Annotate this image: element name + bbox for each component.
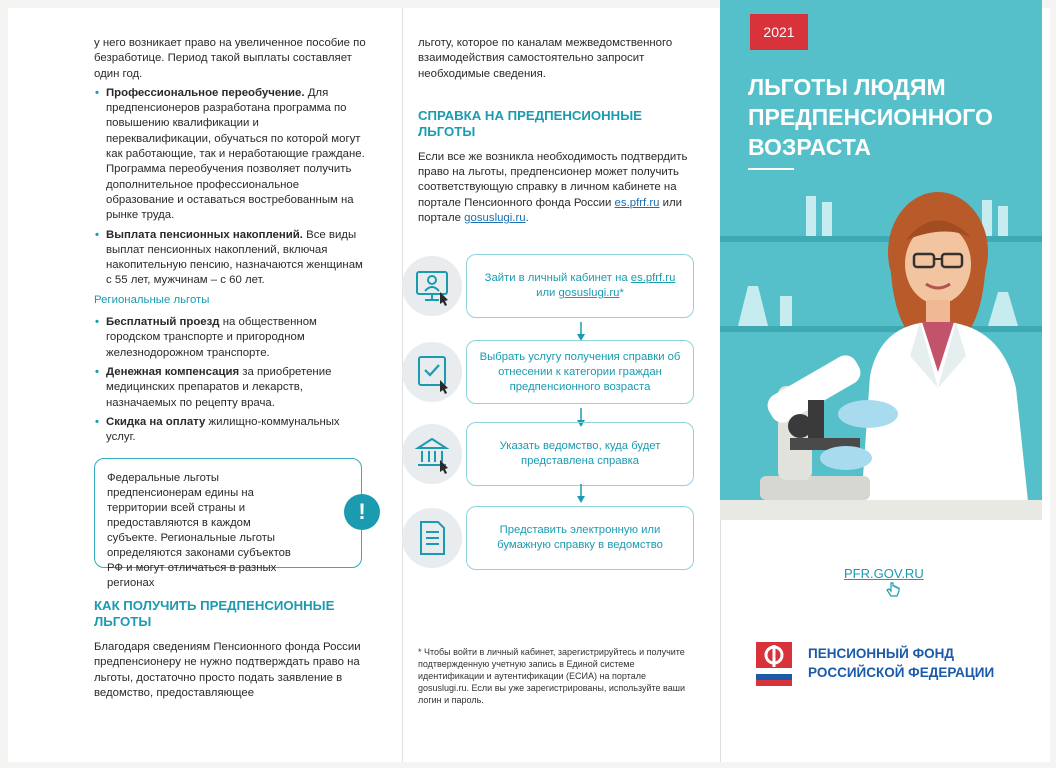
regional-benefits-heading: Региональные льготы	[94, 293, 210, 306]
pfr-logo	[752, 638, 796, 688]
how-to-get-heading: КАК ПОЛУЧИТЬ ПРЕДПЕНСИОННЫЕ ЛЬГОТЫ	[94, 598, 335, 629]
arrow-down-icon	[576, 484, 586, 504]
gosuslugi-link[interactable]: gosuslugi.ru	[464, 212, 526, 225]
bullet-pension-savings: • Выплата пенсионных накоплений. Все виды выплат пенсионных накоплений, включая накопительную пенсию, назначаются женщинам с 55 лет, мужчинам – с 60 лет.	[94, 228, 366, 289]
column-certificate	[418, 36, 694, 226]
document-icon	[402, 508, 462, 568]
how-to-get-section	[94, 598, 366, 701]
continuation-paragraph: льготу, которое по каналам межведомственного взаимодействия самостоятельно запросит необходимые сведения.	[418, 37, 673, 80]
cover-banner	[720, 0, 1042, 520]
step-submit-certificate-box: Представить электронную или бумажную справку в ведомство	[466, 506, 694, 570]
site-link[interactable]: PFR.GOV.RU	[844, 566, 924, 581]
title-underline	[748, 168, 794, 170]
step-gosuslugi-link[interactable]: gosuslugi.ru	[558, 287, 620, 299]
year-badge: 2021	[750, 14, 808, 50]
checklist-icon	[402, 342, 462, 402]
step-choose-service	[400, 340, 700, 404]
step-submit-certificate	[400, 506, 700, 570]
info-note-text: Федеральные льготы предпенсионерам едины на территории всей страны и предоставляются в каждом субъекте. Региональные льготы определяются законами субъектов РФ и могут отличаться в разных регионах	[107, 472, 291, 589]
info-note	[94, 458, 362, 589]
step-es-pfrf-link[interactable]: es.pfrf.ru	[630, 272, 676, 284]
hand-cursor-icon	[886, 582, 900, 598]
intro-paragraph: у него возникает право на увеличенное пособие по безработице. Период такой выплаты составляет один год.	[94, 37, 366, 80]
computer-user-icon	[402, 256, 462, 316]
step-choose-service-box: Выбрать услугу получения справки об отнесении к категории граждан предпенсионного возраста	[466, 340, 694, 404]
step-login-box: Зайти в личный кабинет на es.pfrf.ru или gosuslugi.ru*	[466, 254, 694, 318]
fund-name: ПЕНСИОННЫЙ ФОНД РОССИЙСКОЙ ФЕДЕРАЦИИ	[808, 646, 995, 680]
certificate-heading: СПРАВКА НА ПРЕДПЕНСИОННЫЕ ЛЬГОТЫ	[418, 107, 642, 139]
es-pfrf-link[interactable]: es.pfrf.ru	[614, 196, 660, 209]
scientist-illustration	[720, 176, 1042, 520]
how-to-get-body: Благодаря сведениям Пенсионного фонда России предпенсионеру не нужно подтверждать право на льготы, достаточно просто подать заявление в ведомство, предоставляющее	[94, 641, 361, 699]
arrow-down-icon	[576, 322, 586, 342]
bullet-retraining: • Профессиональное переобучение. Для предпенсионеров разработана программа по повышению квалификации и переквалификации, обучаться по которой могут как работающие, так и неработающие граждане. Программа переобучения позволяет получить дополнительное профессиональное образование и оставаться востребованным на рынке труда.	[94, 86, 366, 224]
bullet-free-travel: • Бесплатный проезд на общественном городском транспорте и пригородном железнодорожном транспорте.	[94, 315, 366, 361]
exclamation-icon: !	[344, 494, 380, 530]
bullet-compensation: • Денежная компенсация за приобретение медицинских препаратов и лекарств, назначаемых по рецепту врача.	[94, 365, 366, 411]
bullet-utility-discount: • Скидка на оплату жилищно-коммунальных услуг.	[94, 415, 366, 446]
certificate-body: Если все же возникла необходимость подтвердить право на льготы, предпенсионер может получить соответствующую справку в личном кабинете на портале Пенсионного фонда России es.pfrf.ru или портале gosuslugi.ru.	[418, 150, 688, 225]
step-select-agency	[400, 422, 700, 486]
step-login	[400, 254, 700, 318]
step-select-agency-box: Указать ведомство, куда будет представлена справка	[466, 422, 694, 486]
government-building-icon	[402, 424, 462, 484]
cover-title: ЛЬГОТЫ ЛЮДЯМ ПРЕДПЕНСИОННОГО ВОЗРАСТА	[748, 74, 993, 160]
footnote: * Чтобы войти в личный кабинет, зарегистрируйтесь и получите подтвержденную учетную запись в Единой системе идентификации и аутентификации (ЕСИА) на портале gosuslugi.ru. Если вы уже зарегистрированы, используйте ваши логин и пароль.	[418, 647, 685, 705]
column-benefits	[94, 36, 366, 449]
